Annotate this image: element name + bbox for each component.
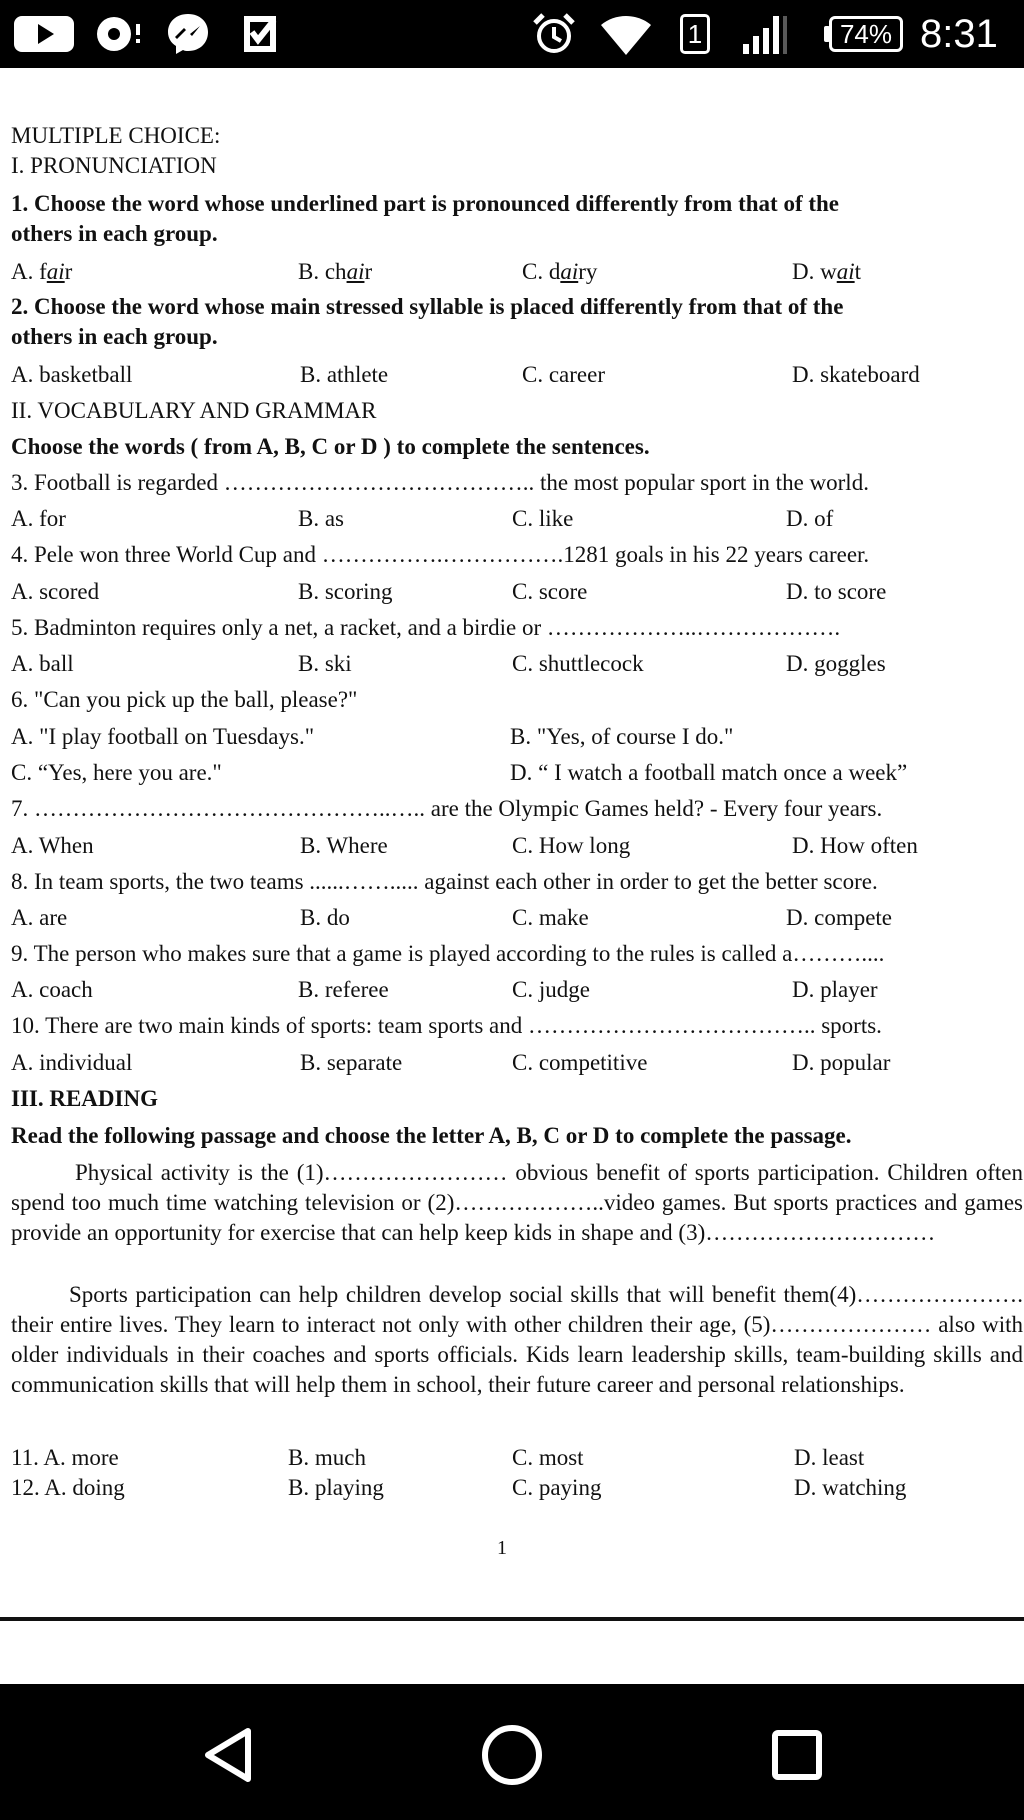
q3-option-a: A. for bbox=[11, 506, 66, 531]
q1-option-b: B. chair bbox=[298, 259, 373, 284]
youtube-icon bbox=[8, 8, 80, 60]
q3-option-c: C. like bbox=[512, 506, 574, 531]
page-number: 1 bbox=[497, 1537, 507, 1559]
battery-level: 74% bbox=[839, 18, 893, 49]
q8-option-a: A. are bbox=[11, 905, 68, 930]
q3-option-d: D. of bbox=[786, 506, 834, 531]
q4-stem: 4. Pele won three World Cup and …………….…………….1281 goals in his 22 years career. bbox=[11, 542, 870, 567]
recents-icon[interactable] bbox=[757, 1715, 837, 1795]
q6-option-a: A. "I play football on Tuesdays." bbox=[11, 724, 315, 749]
section-pronunciation: I. PRONUNCIATION bbox=[11, 153, 217, 178]
alarm-icon bbox=[530, 8, 578, 60]
q2-option-c: C. career bbox=[522, 362, 605, 387]
q6-option-b: B. "Yes, of course I do." bbox=[510, 724, 734, 749]
q12-option-a: 12. A. doing bbox=[11, 1475, 125, 1500]
q6-option-c: C. “Yes, here you are." bbox=[11, 760, 222, 785]
record-icon bbox=[92, 8, 152, 60]
q8-stem: 8. In team sports, the two teams ......……..... against each other in order to get the better score. bbox=[11, 869, 878, 894]
q7-option-b: B. Where bbox=[300, 833, 388, 858]
q1-instruction-line2: others in each group. bbox=[11, 221, 218, 246]
q10-option-a: A. individual bbox=[11, 1050, 133, 1075]
home-icon[interactable] bbox=[472, 1715, 552, 1795]
q8-option-b: B. do bbox=[300, 905, 350, 930]
status-bar bbox=[0, 0, 1024, 68]
back-icon[interactable] bbox=[188, 1715, 268, 1795]
q9-option-d: D. player bbox=[792, 977, 878, 1002]
q11-option-a: 11. A. more bbox=[11, 1445, 119, 1470]
q5-option-b: B. ski bbox=[298, 651, 352, 676]
q9-option-c: C. judge bbox=[512, 977, 590, 1002]
q12-option-d: D. watching bbox=[794, 1475, 907, 1500]
q9-option-b: B. referee bbox=[298, 977, 389, 1002]
section-vocabulary: II. VOCABULARY AND GRAMMAR bbox=[11, 398, 377, 423]
section2-instruction: Choose the words ( from A, B, C or D ) to complete the sentences. bbox=[11, 434, 650, 459]
q5-stem: 5. Badminton requires only a net, a racket, and a birdie or ………………..………………. bbox=[11, 615, 841, 640]
section-reading: III. READING bbox=[11, 1086, 158, 1111]
q7-option-a: A. When bbox=[11, 833, 94, 858]
signal-icon bbox=[740, 8, 790, 60]
reading-paragraph-2: Sports participation can help children develop social skills that will benefit them(4)…………………. their entire lives. They learn to interact not only with other children their age, (5)………………… also with older individuals in their coaches and sports officials. Kids learn leadership skills, team-building skills and communication skills that will help them in school, their future career and personal relationships. bbox=[11, 1282, 1023, 1397]
document-page[interactable] bbox=[0, 68, 1024, 1618]
q7-stem: 7. ………………………………………..….. are the Olympic Games held? - Every four years. bbox=[11, 796, 883, 821]
q4-option-b: B. scoring bbox=[298, 579, 393, 604]
wifi-icon bbox=[598, 8, 654, 60]
q1-instruction-line1: 1. Choose the word whose underlined part is pronounced differently from that of the bbox=[11, 191, 840, 216]
sim-badge-icon bbox=[680, 14, 710, 54]
q4-option-d: D. to score bbox=[786, 579, 887, 604]
sim-badge-label: 1 bbox=[687, 18, 703, 49]
task-icon bbox=[234, 8, 286, 60]
q9-option-a: A. coach bbox=[11, 977, 93, 1002]
q11-option-b: B. much bbox=[288, 1445, 366, 1470]
q2-option-a: A. basketball bbox=[11, 362, 133, 387]
q11-option-c: C. most bbox=[512, 1445, 584, 1470]
q10-stem: 10. There are two main kinds of sports: team sports and ……………………………….. sports. bbox=[11, 1013, 882, 1038]
q10-option-b: B. separate bbox=[300, 1050, 403, 1075]
messenger-icon bbox=[162, 8, 214, 60]
page-divider bbox=[0, 1617, 1024, 1621]
q2-option-d: D. skateboard bbox=[792, 362, 920, 387]
q7-option-c: C. How long bbox=[512, 833, 631, 858]
q9-stem: 9. The person who makes sure that a game is played according to the rules is called a……….... bbox=[11, 941, 885, 966]
section3-instruction: Read the following passage and choose the letter A, B, C or D to complete the passage. bbox=[11, 1123, 852, 1148]
q12-option-c: C. paying bbox=[512, 1475, 602, 1500]
q6-stem: 6. "Can you pick up the ball, please?" bbox=[11, 687, 358, 712]
q11-option-d: D. least bbox=[794, 1445, 865, 1470]
q1-option-d: D. wait bbox=[792, 259, 862, 284]
q8-option-d: D. compete bbox=[786, 905, 893, 930]
q5-option-d: D. goggles bbox=[786, 651, 886, 676]
q3-option-b: B. as bbox=[298, 506, 344, 531]
q5-option-c: C. shuttlecock bbox=[512, 651, 644, 676]
q3-stem: 3. Football is regarded ………………………………….. the most popular sport in the world. bbox=[11, 470, 869, 495]
q2-instruction-line1: 2. Choose the word whose main stressed syllable is placed differently from that of the bbox=[11, 294, 844, 319]
clock: 8:31 bbox=[920, 12, 998, 56]
heading: MULTIPLE CHOICE: bbox=[11, 123, 221, 148]
battery-icon bbox=[829, 16, 903, 52]
q4-option-c: C. score bbox=[512, 579, 588, 604]
q10-option-c: C. competitive bbox=[512, 1050, 648, 1075]
q12-option-b: B. playing bbox=[288, 1475, 384, 1500]
q5-option-a: A. ball bbox=[11, 651, 74, 676]
reading-paragraph-1: Physical activity is the (1)…………………… obvious benefit of sports participation. Children often spend too much time watching television or (2)………………..video games. But sports practices and games provide an opportunity for exercise that can help keep kids in shape and (3)………………………… bbox=[11, 1160, 1023, 1245]
q1-option-a: A. fair bbox=[11, 259, 73, 284]
q2-option-b: B. athlete bbox=[300, 362, 389, 387]
q2-instruction-line2: others in each group. bbox=[11, 324, 218, 349]
q6-option-d: D. “ I watch a football match once a week” bbox=[510, 760, 908, 785]
q8-option-c: C. make bbox=[512, 905, 589, 930]
q7-option-d: D. How often bbox=[792, 833, 918, 858]
q1-option-c: C. dairy bbox=[522, 259, 598, 284]
q4-option-a: A. scored bbox=[11, 579, 100, 604]
q10-option-d: D. popular bbox=[792, 1050, 891, 1075]
